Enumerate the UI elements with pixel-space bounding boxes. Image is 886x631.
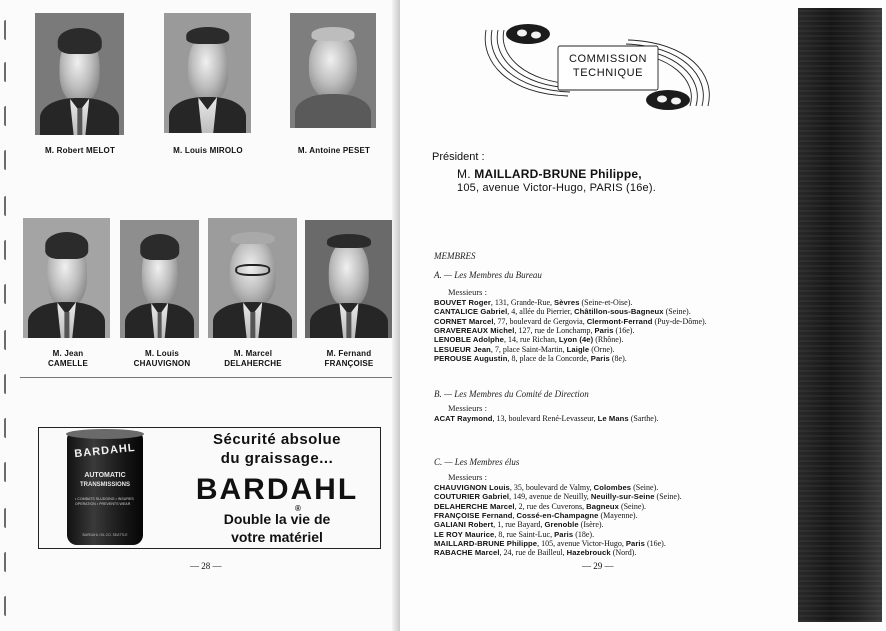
section-a-messieurs: Messieurs :: [448, 287, 487, 297]
registered-mark: ®: [295, 504, 301, 513]
caption-line: M. Fernand: [326, 349, 372, 358]
portrait-mirolo: [164, 13, 251, 133]
member-name: FRANÇOISE Fernand: [434, 510, 513, 520]
member-city: Cossé-en-Champagne: [516, 510, 599, 520]
commission-title: [568, 52, 648, 80]
portrait-chauvignon: [120, 220, 199, 338]
member-address: ,: [512, 510, 517, 520]
dark-page-edge: [798, 8, 882, 622]
member-address: , 13, boulevard René-Levasseur,: [492, 414, 598, 423]
commission-title-line: COMMISSION: [568, 53, 648, 65]
commission-title-line: TECHNIQUE: [572, 67, 644, 79]
member-name: LESUEUR Jean: [434, 344, 491, 354]
oil-can-illustration: [67, 431, 143, 545]
member-address: , 4, allée du Pierrier,: [507, 307, 575, 317]
member-region: (Seine).: [663, 307, 691, 317]
member-name: GRAVEREAUX Michel: [434, 325, 515, 335]
president-label: Président :: [432, 151, 485, 163]
member-address: , 131, Grande-Rue,: [490, 298, 554, 307]
portrait-caption: [18, 349, 118, 369]
member-address: , 105, avenue Victor-Hugo,: [537, 538, 626, 548]
president-address: 105, avenue Victor-Hugo, PARIS (16e).: [457, 182, 656, 194]
caption-line: FRANÇOISE: [324, 359, 374, 368]
member-city: Paris: [590, 353, 610, 363]
president-surname: MAILLARD-BRUNE: [474, 167, 587, 181]
president-firstname: Philippe,: [589, 167, 642, 181]
member-name: GALIANI Robert: [434, 520, 494, 530]
caption-line: M. Marcel: [233, 349, 273, 358]
advert-slogan-2: votre matériel: [231, 529, 323, 545]
section-b-title: B. — Les Membres du Comité de Direction: [434, 389, 589, 399]
bardahl-advert: [38, 427, 381, 549]
binding-mark: [4, 330, 8, 350]
member-city: Colombes: [593, 483, 632, 492]
portrait-caption: [203, 349, 303, 369]
member-row: [434, 354, 627, 364]
member-city: Clermont-Ferrand: [586, 316, 653, 326]
member-row: [434, 414, 659, 424]
member-region: (Rhône).: [593, 335, 624, 345]
member-name: MAILLARD-BRUNE Philippe: [434, 538, 538, 548]
caption-line: CAMELLE: [47, 359, 89, 368]
binding-mark: [4, 508, 8, 528]
member-name: CHAUVIGNON Louis: [434, 483, 510, 492]
can-bottom-text: BARDAHL OIL CO. SEATTLE: [82, 533, 128, 537]
advert-slogan-1: Double la vie de: [223, 511, 331, 527]
member-name: ACAT Raymond: [434, 414, 493, 423]
member-address: , 77, boulevard de Gergovia,: [493, 316, 587, 326]
page-number-right: — 29 —: [582, 561, 614, 571]
member-address: , 1, rue Bayard,: [493, 520, 545, 530]
binding-mark: [4, 196, 8, 216]
member-name: RABACHE Marcel: [434, 548, 500, 558]
member-name: BOUVET Roger: [434, 298, 491, 307]
portrait-peset: [290, 13, 376, 128]
section-c-title: C. — Les Membres élus: [434, 457, 520, 467]
member-city: Paris: [554, 529, 574, 539]
member-city: Le Mans: [597, 414, 629, 423]
member-region: (Orne).: [589, 344, 615, 354]
portrait-caption: [299, 349, 399, 369]
member-name: LENOBLE Adolphe: [434, 335, 504, 345]
portrait-camelle: [23, 218, 110, 338]
portrait-melot: [35, 13, 124, 135]
member-region: (Isère).: [578, 520, 604, 530]
binding-mark: [4, 374, 8, 394]
binding-mark: [4, 418, 8, 438]
member-address: , 8, rue Saint-Luc,: [494, 529, 555, 539]
advert-brand-logo: BARDAHL: [195, 473, 359, 506]
member-city: Paris: [625, 538, 645, 548]
member-address: , 127, rue de Lonchamp,: [514, 325, 595, 335]
member-region: (Seine).: [618, 501, 647, 511]
member-name: DELAHERCHE Marcel: [434, 501, 515, 511]
president-name: [457, 167, 642, 181]
member-address: , 2, rue des Cuverons,: [514, 501, 587, 511]
binding-mark: [4, 596, 8, 616]
section-b-messieurs: Messieurs :: [448, 403, 487, 413]
member-city: Neuilly-sur-Seine: [590, 492, 655, 502]
president-title: M.: [457, 167, 471, 181]
portrait-caption: M. Louis MIROLO: [173, 146, 243, 155]
portrait-francoise: [305, 220, 393, 338]
member-region: (Seine-et-Oise).: [579, 298, 633, 307]
member-name: LE ROY Maurice: [434, 529, 495, 539]
binding-mark: [4, 20, 8, 40]
can-label-line: AUTOMATIC: [84, 472, 126, 479]
member-region: (Sarthe).: [628, 414, 659, 423]
portrait-caption: M. Robert MELOT: [44, 146, 116, 155]
binding-mark: [4, 552, 8, 572]
member-region: (16e).: [644, 538, 666, 548]
divider-rule: [20, 377, 395, 378]
member-name: COUTURIER Gabriel: [434, 492, 510, 502]
page-number-left: — 28 —: [190, 561, 222, 571]
member-address: , 24, rue de Bailleul,: [499, 548, 567, 558]
binding-mark: [4, 240, 8, 260]
member-region: (18e).: [573, 529, 595, 539]
can-small-text: • COMBATS SLUDGING • INSURES OPERATION • PREVENTS WEAR: [75, 497, 134, 506]
member-region: (Seine).: [631, 483, 659, 492]
member-city: Sèvres: [554, 298, 580, 307]
member-row: [434, 548, 636, 558]
portrait-delaherche: [208, 218, 297, 338]
member-address: , 35, boulevard de Valmy,: [509, 483, 594, 492]
member-region: (Nord).: [610, 548, 637, 558]
binding-mark: [4, 462, 8, 482]
member-region: (Mayenne).: [598, 510, 638, 520]
section-a-title: A. — Les Membres du Bureau: [434, 270, 542, 280]
member-region: (16e).: [613, 325, 635, 335]
member-address: , 7, place Saint-Martin,: [490, 344, 567, 354]
caption-line: M. Louis: [144, 349, 180, 358]
member-address: , 14, rue Richan,: [503, 335, 559, 345]
member-city: Lyon (4e): [558, 335, 594, 345]
caption-line: DELAHERCHE: [224, 359, 282, 368]
membres-heading: MEMBRES: [434, 251, 476, 261]
member-address: , 8, place de la Concorde,: [507, 353, 591, 363]
left-page: [0, 0, 400, 631]
member-city: Paris: [594, 325, 614, 335]
binding-mark: [4, 284, 8, 304]
member-city: Bagneux: [586, 501, 619, 511]
advert-headline-1: Sécurité absolue: [212, 431, 342, 448]
caption-line: M. Jean: [52, 349, 84, 358]
member-address: , 149, avenue de Neuilly,: [509, 492, 591, 502]
member-name: CORNET Marcel: [434, 316, 494, 326]
binding-mark: [4, 150, 8, 170]
advert-headline-2: du graissage...: [220, 450, 334, 467]
member-region: (8e).: [609, 353, 627, 363]
section-c-messieurs: Messieurs :: [448, 472, 487, 482]
caption-line: CHAUVIGNON: [133, 359, 191, 368]
member-region: (Puy-de-Dôme).: [652, 316, 707, 326]
member-name: CANTALICE Gabriel: [434, 307, 508, 317]
member-city: Hazebrouck: [566, 548, 611, 558]
can-label-line: TRANSMISSIONS: [79, 482, 130, 488]
member-region: (Seine).: [654, 492, 682, 502]
member-name: PEROUSE Augustin: [434, 353, 508, 363]
can-brand-text: BARDAHL: [73, 441, 137, 461]
member-city: Châtillon-sous-Bagneux: [574, 307, 664, 317]
portrait-caption: [112, 349, 212, 369]
member-city: Laigle: [566, 344, 590, 354]
binding-mark: [4, 106, 8, 126]
member-city: Grenoble: [544, 520, 579, 530]
binding-mark: [4, 62, 8, 82]
portrait-caption: M. Antoine PESET: [297, 146, 371, 155]
